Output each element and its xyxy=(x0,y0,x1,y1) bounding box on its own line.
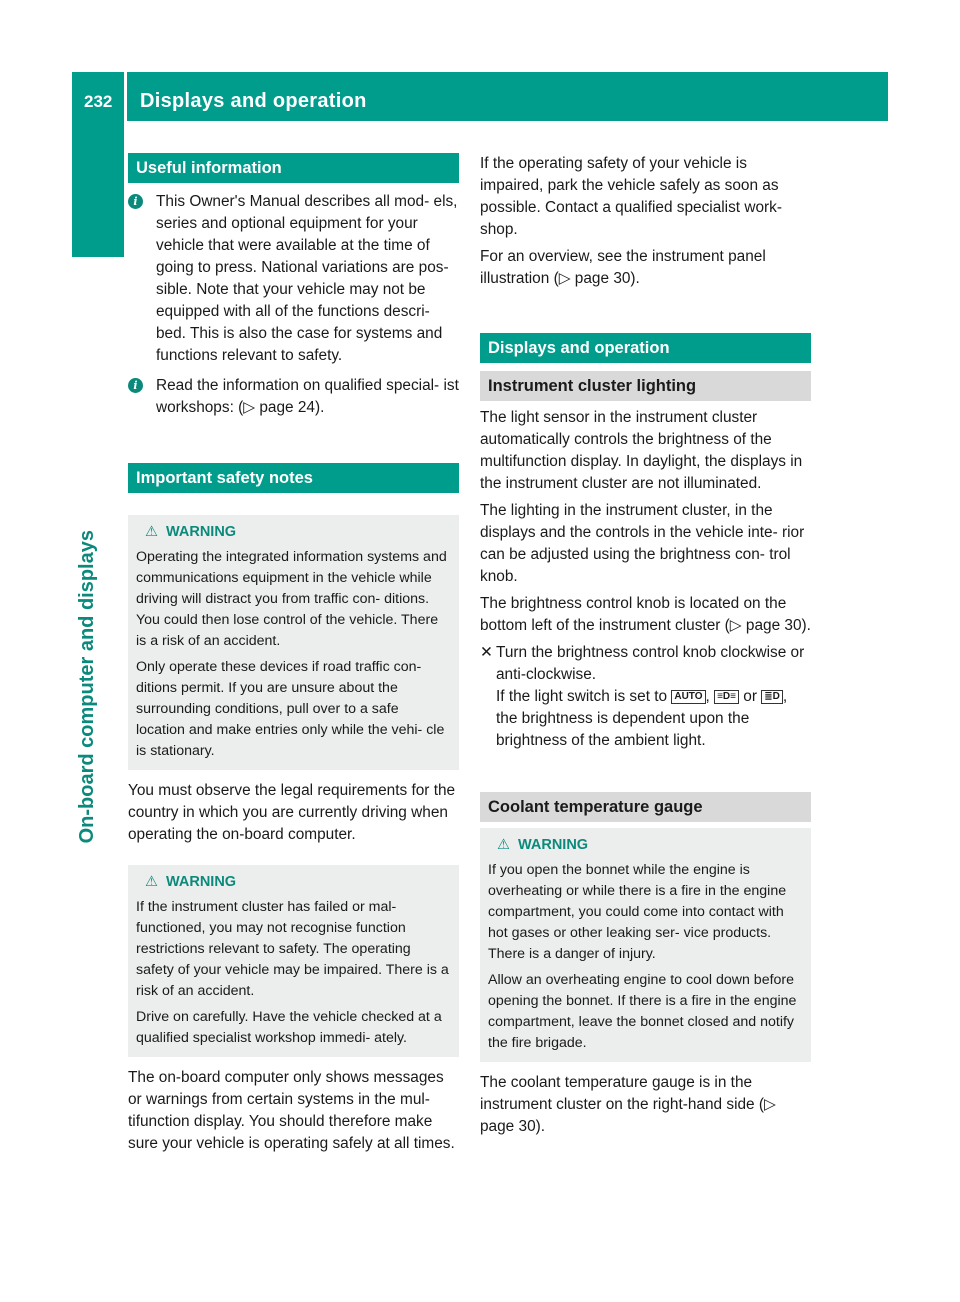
info-note-text: This Owner's Manual describes all mod- els, series and optional equipment for your vehicle that were available at the time of going to press. National variations are pos- sible. Note that your vehicle may not be equipped with all of the functions descri- bed. This is also the case for systems and functions relevant to safety. xyxy=(156,193,458,364)
body-paragraph: The on-board computer only shows messages or warnings from certain systems in the mul- tifunction display. You should therefore make sure your vehicle is operating safely at all times. xyxy=(128,1069,455,1152)
warning-text: If you open the bonnet while the engine is overheating or while there is a fire in the engine compartment, you could come into contact with hot gases or other leaking ser- vice products. There is a danger of injury. xyxy=(488,862,787,962)
body-paragraph: You must observe the legal requirements for the country in which you are currently driving when operating the on-board computer. xyxy=(128,782,456,843)
warning-title: ⚠ WARNING xyxy=(145,524,237,540)
warning-triangle-icon: ⚠ xyxy=(145,524,158,540)
important-safety-notes-heading: Important safety notes xyxy=(128,463,459,493)
warning-triangle-icon: ⚠ xyxy=(497,837,510,853)
warning-box xyxy=(128,515,459,770)
body-paragraph: The light sensor in the instrument cluster automatically controls the brightness of the multifunction display. In daylight, the displays in the instrument cluster are not illuminated. xyxy=(480,409,803,492)
warning-text: Operating the integrated information systems and communications equipment in the vehicle while driving will distract you from traffic con- ditions. You could then lose control of the vehicle. There is a risk of an accident. xyxy=(136,549,447,649)
step-detail: If the light switch is set to AUTO , ≡D≡ or ≣D , the brightness is dependent upon the brightness of the ambient light. xyxy=(496,688,788,749)
body-paragraph: For an overview, see the instrument panel illustration (▷ page 30). xyxy=(480,248,766,287)
body-paragraph: The brightness control knob is located on the bottom left of the instrument cluster (▷ page 30). xyxy=(480,595,811,634)
chapter-title: Displays and operation xyxy=(140,90,367,112)
warning-text: Only operate these devices if road traffic con- ditions permit. If you are unsure about the surrounding conditions, pull over to a safe location and make entries only while the vehi- cle is stationary. xyxy=(136,659,445,759)
info-note xyxy=(128,191,459,367)
warning-text: Drive on carefully. Have the vehicle checked at a qualified specialist workshop immedi- ately. xyxy=(136,1009,442,1046)
warning-title: ⚠ WARNING xyxy=(145,874,237,890)
info-note-text: Read the information on qualified special- ist workshops: (▷ page 24). xyxy=(156,377,459,416)
body-paragraph: The lighting in the instrument cluster, in the displays and the controls in the vehicle inte- rior can be adjusted using the brightness con- trol knob. xyxy=(480,502,805,585)
step-arrow-icon: ✕ xyxy=(480,644,493,661)
body-paragraph: The coolant temperature gauge is in the instrument cluster on the right-hand side (▷ page 30). xyxy=(480,1074,776,1135)
warning-text: If the instrument cluster has failed or mal- functioned, you may not recognise function restrictions relevant to safety. The operating safety of your vehicle may be impaired. There is a risk of an accident. xyxy=(136,899,449,999)
page-number: 232 xyxy=(84,92,113,111)
warning-box xyxy=(480,828,811,1062)
auto-light-symbol: AUTO xyxy=(671,690,705,704)
info-icon: i xyxy=(128,378,143,393)
right-column xyxy=(480,153,811,1143)
side-lamps-symbol: ≡D≡ xyxy=(714,690,739,704)
header-divider xyxy=(124,72,127,121)
useful-information-heading: Useful information xyxy=(128,153,459,183)
dipped-beam-symbol: ≣D xyxy=(761,690,783,704)
chapter-side-label: On-board computer and displays xyxy=(76,530,98,844)
warning-text: Allow an overheating engine to cool down before opening the bonnet. If there is a fire in the engine compartment, leave the bonnet closed and notify the fire brigade. xyxy=(488,972,797,1051)
warning-title: ⚠ WARNING xyxy=(497,837,589,853)
instrument-cluster-lighting-heading: Instrument cluster lighting xyxy=(480,371,811,401)
chapter-tab xyxy=(72,121,124,257)
displays-and-operation-heading: Displays and operation xyxy=(480,333,811,363)
coolant-temperature-gauge-heading: Coolant temperature gauge xyxy=(480,792,811,822)
left-column xyxy=(128,153,459,1160)
warning-triangle-icon: ⚠ xyxy=(145,874,158,890)
info-icon: i xyxy=(128,194,143,209)
body-paragraph: If the operating safety of your vehicle is impaired, park the vehicle safely as soon as possible. Contact a qualified specialist work- shop. xyxy=(480,155,782,238)
warning-box xyxy=(128,865,459,1057)
step-text: Turn the brightness control knob clockwise or anti-clockwise. xyxy=(496,644,805,683)
page-header xyxy=(72,72,888,121)
info-note xyxy=(128,375,459,419)
instruction-step xyxy=(480,642,811,752)
